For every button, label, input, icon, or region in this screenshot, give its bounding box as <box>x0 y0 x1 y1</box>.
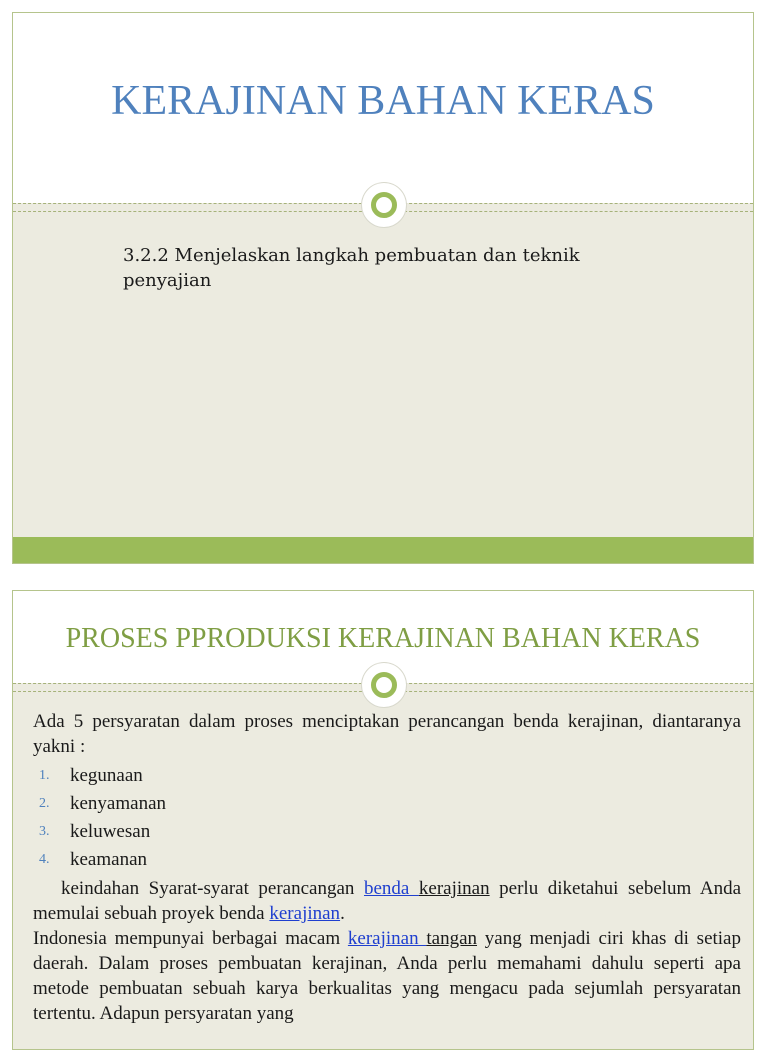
circle-ornament-icon <box>362 183 406 227</box>
link-kerajinan[interactable]: kerajinan <box>269 903 341 924</box>
list-number: 1. <box>39 768 50 783</box>
text-run: Indonesia mempunyai berbagai macam <box>33 928 348 949</box>
paragraph-2 <box>33 926 741 1026</box>
text-run: perlu diketahui sebelum Anda memulai sebuah proyek benda <box>33 878 742 924</box>
intro-paragraph: Ada 5 persyaratan dalam proses menciptakan perancangan benda kerajinan, diantaranya yakni : <box>33 711 741 757</box>
slide-1 <box>12 12 754 564</box>
link-kerajinan-tangan[interactable]: kerajinan <box>347 928 427 949</box>
text-run: yang menjadi ciri khas di setiap daerah. Dalam proses pembuatan kerajinan, Anda perlu memahami dahulu seperti apa metode pembuatan sebuah karya berkualitas yang mengacu pada sejumlah persyaratan tertentu. Adapun persyaratan yang <box>33 928 741 1024</box>
link-benda[interactable]: benda <box>363 878 419 899</box>
slide-1-title-area <box>13 13 753 203</box>
list-item <box>33 818 741 846</box>
slide-2-body <box>33 709 741 1026</box>
text-run: keindahan Syarat-syarat perancangan <box>61 878 364 899</box>
slide-1-title: KERAJINAN BAHAN KERAS <box>111 78 655 124</box>
slide-2 <box>12 590 754 1050</box>
list-text: kenyamanan <box>70 793 167 814</box>
underlined-text: tangan <box>426 928 478 949</box>
list-number: 3. <box>39 824 50 839</box>
list-number: 2. <box>39 796 50 811</box>
requirements-list <box>33 762 741 874</box>
list-item <box>33 846 741 874</box>
slide-2-title: PROSES PPRODUKSI KERAJINAN BAHAN KERAS <box>65 623 701 654</box>
paragraph-1 <box>33 876 741 926</box>
text-run: . <box>340 903 345 924</box>
subtitle-line: penyajian <box>123 270 212 291</box>
list-text: kegunaan <box>70 765 143 786</box>
circle-ornament-icon <box>362 663 406 707</box>
underlined-text: kerajinan <box>418 878 490 899</box>
slide-1-footer-bar <box>13 537 753 563</box>
list-item <box>33 762 741 790</box>
list-item <box>33 790 741 818</box>
subtitle-line: 3.2.2 Menjelaskan langkah pembuatan dan teknik <box>123 245 580 266</box>
list-number: 4. <box>39 852 50 867</box>
slide-1-subtitle <box>123 243 643 293</box>
list-text: keluwesan <box>70 821 151 842</box>
list-text: keamanan <box>70 849 148 870</box>
